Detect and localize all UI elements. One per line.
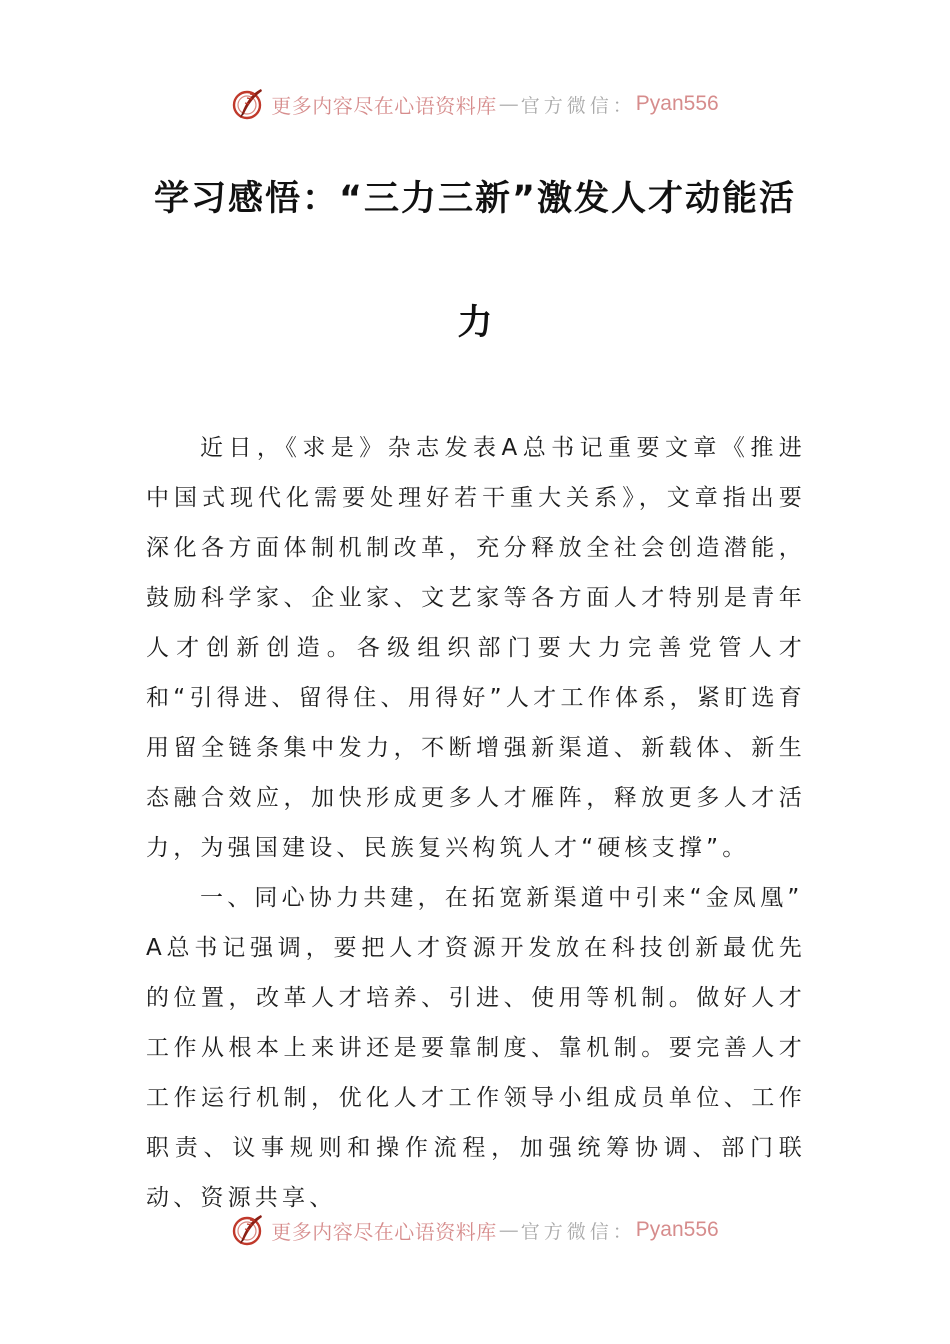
watermark-wechat-label: 官方微信：: [520, 94, 636, 117]
paragraph-section-1: [146, 923, 806, 1223]
document-title: 学习感悟：“三力三新”激发人才动能活: [153, 179, 796, 219]
section-heading-text: 一、同心协力共建，在拓宽新渠道中引来“金凤凰”: [200, 885, 804, 911]
header-watermark[interactable]: [0, 84, 950, 124]
document-title-continued: 力: [457, 303, 493, 343]
paragraph-text: 近日，《求是》杂志发表A总书记重要文章《推进中国式现代化需要处理好若干重大关系》，文章指出要深化各方面体制机制改革，充分释放全社会创造潜能，鼓励科学家、企业家、文艺家等各方面人才特别是青年人才创新创造。各级组织部门要大力完善党管人才和“引得进、留得住、用得好”人才工作体系，紧盯选育用留全链条集中发力，不断增强新渠道、新载体、新生态融合效应，加快形成更多人才雁阵，释放更多人才活力，为强国建设、民族复兴构筑人才“硬核支撑”。: [146, 435, 806, 861]
watermark-wechat-id: Pyan556: [635, 1218, 719, 1241]
watermark-wechat-label: 官方微信：: [520, 1220, 636, 1243]
watermark-site-text: 更多内容尽在心语资料库: [271, 1219, 497, 1244]
footer-watermark[interactable]: [0, 1210, 950, 1250]
quill-pen-logo-icon: [231, 1212, 267, 1248]
paragraph-intro: [146, 423, 806, 873]
watermark-separator: —: [498, 1218, 519, 1242]
watermark-separator: —: [498, 92, 519, 116]
paragraph-text: A总书记强调，要把人才资源开发放在科技创新最优先的位置，改革人才培养、引进、使用等机制。做好人才工作从根本上来讲还是要靠制度、靠机制。要完善人才工作运行机制，优化人才工作领导小组成员单位、工作职责、议事规则和操作流程，加强统筹协调、部门联动、资源共享、: [146, 935, 806, 1211]
quill-pen-logo-icon: [231, 86, 267, 122]
section-heading-1: [146, 873, 806, 923]
watermark-site-text: 更多内容尽在心语资料库: [271, 93, 497, 118]
watermark-wechat-id: Pyan556: [635, 92, 719, 115]
